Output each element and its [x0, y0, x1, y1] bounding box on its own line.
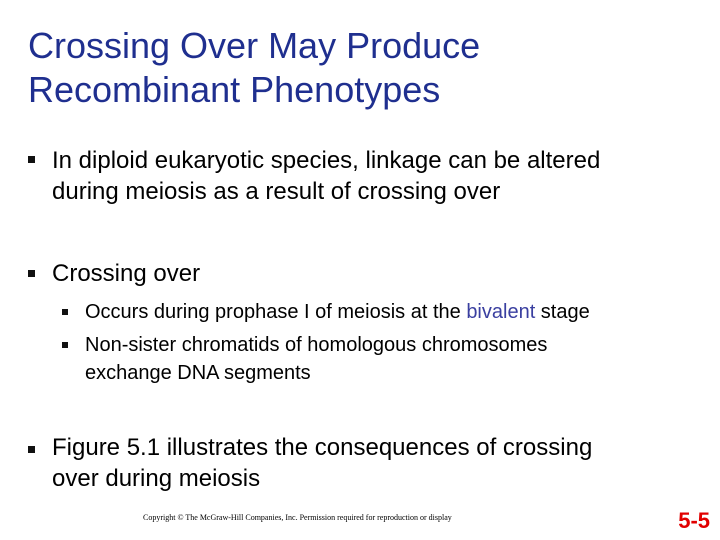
bullet-item-crossing-over	[52, 258, 702, 289]
bullet-item-linkage	[52, 145, 702, 207]
bullet-item-figure	[52, 432, 702, 494]
square-bullet-icon	[62, 309, 68, 315]
square-bullet-icon	[28, 270, 35, 277]
sub-bullet-text-line: Non-sister chromatids of homologous chromosomes	[85, 334, 548, 356]
sub-bullet-text-line: exchange DNA segments	[85, 362, 311, 384]
sub-bullet-item-non-sister	[85, 331, 705, 387]
slide-title-line-2: Recombinant Phenotypes	[28, 69, 441, 110]
bullet-text-line: In diploid eukaryotic species, linkage can be altered	[52, 147, 601, 174]
sub-bullet-text-after: stage	[535, 301, 590, 323]
bullet-text-line: Crossing over	[52, 260, 201, 287]
bullet-text-line: over during meiosis	[52, 465, 261, 492]
sub-bullet-item-prophase	[85, 298, 705, 326]
square-bullet-icon	[28, 156, 35, 163]
slide-title	[28, 24, 688, 112]
sub-bullet-text-before: Occurs during prophase I of meiosis at the	[85, 301, 467, 323]
bivalent-highlight: bivalent	[466, 301, 536, 323]
bullet-text-line: during meiosis as a result of crossing over	[52, 178, 501, 205]
bullet-text-line: Figure 5.1 illustrates the consequences of crossing	[52, 434, 593, 461]
slide-title-line-1: Crossing Over May Produce	[28, 25, 481, 66]
sub-bullet-text-line	[85, 298, 705, 326]
slide-number: 5-5	[678, 508, 710, 533]
square-bullet-icon	[62, 342, 68, 348]
square-bullet-icon	[28, 446, 35, 453]
copyright-notice: Copyright © The McGraw-Hill Companies, Inc. Permission required for reproduction or display	[143, 513, 452, 522]
